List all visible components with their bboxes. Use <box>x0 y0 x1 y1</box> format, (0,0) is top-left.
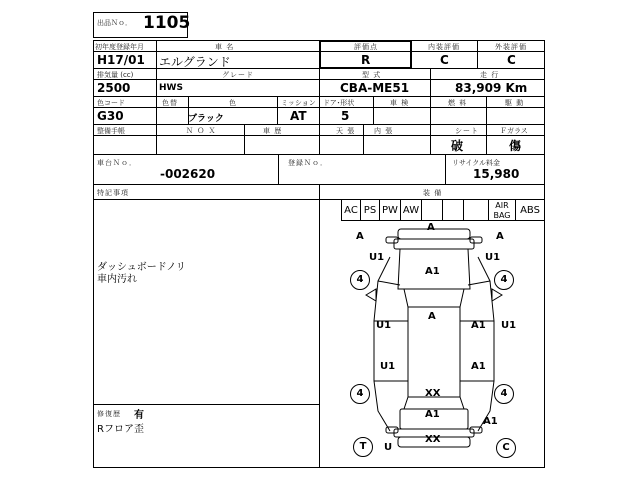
grid-cell <box>363 135 431 155</box>
model-value: CBA-ME51 <box>340 81 410 95</box>
inspection-label: 車 検 <box>390 99 410 107</box>
damage-mark: A1 <box>425 266 440 277</box>
grid-cell <box>93 199 320 405</box>
glass-value: 傷 <box>509 139 522 153</box>
remarks-label: 特記事項 <box>97 189 129 197</box>
chassis-value: -002620 <box>160 167 216 181</box>
color-label: 色 <box>229 99 237 107</box>
lot-number: 1105 <box>143 13 191 33</box>
tire-spare-right: C <box>496 438 516 458</box>
score-value: R <box>361 53 371 67</box>
damage-mark: A1 <box>483 416 498 427</box>
remarks-line: ダッシュボードノリ <box>97 262 186 273</box>
model-label: 型 式 <box>362 71 382 79</box>
drive-label: 駆 動 <box>505 99 525 107</box>
manual-label: 整備手帳 <box>97 127 125 135</box>
chassis-label: 車台Ｎｏ． <box>97 159 137 167</box>
equipment-cell <box>421 199 443 221</box>
history-label: 車 歴 <box>263 127 283 135</box>
score-label: 評価点 <box>354 43 378 51</box>
car-name-value: エルグランド <box>159 55 231 69</box>
tire-rear-left: 4 <box>350 384 370 404</box>
damage-mark: U1 <box>380 361 396 372</box>
equipment-cell <box>463 199 489 221</box>
color-change-label: 色替 <box>162 99 178 107</box>
damage-mark: U1 <box>485 252 501 263</box>
grid-cell <box>430 107 487 125</box>
tire-front-left: 4 <box>350 270 370 290</box>
damage-mark: A <box>428 311 436 322</box>
exterior-value: C <box>507 53 516 67</box>
damage-mark: U <box>384 442 393 453</box>
equipment-cell: AIR BAG <box>488 199 516 221</box>
equipment-row <box>319 199 545 221</box>
car-name-label: 車 名 <box>215 43 235 51</box>
mission-value: AT <box>290 109 307 123</box>
mission-label: ミッション <box>281 99 316 107</box>
reg-no-label: 登録Ｎｏ． <box>288 159 328 167</box>
first-reg-label: 初年度登録年月 <box>95 43 144 51</box>
grade-value: HWS <box>159 83 183 93</box>
damage-mark: XX <box>425 388 441 399</box>
seat-value: 破 <box>451 139 464 153</box>
tire-front-right: 4 <box>494 270 514 290</box>
car-diagram <box>320 221 544 467</box>
repair-value: 有 <box>134 410 144 421</box>
equipment-cell: AC <box>341 199 361 221</box>
grid-cell <box>156 107 189 125</box>
grid-cell <box>93 135 157 155</box>
displacement-label: 排気量 (cc) <box>97 71 134 79</box>
remarks-line: 車内汚れ <box>97 274 137 285</box>
damage-mark: A1 <box>425 409 440 420</box>
grid-cell <box>486 107 545 125</box>
grid-cell <box>93 404 320 468</box>
repair-line: Rフロア歪 <box>97 424 144 435</box>
damage-mark: A <box>427 222 435 233</box>
repair-label: 修復歴 <box>97 410 121 418</box>
displacement-value: 2500 <box>97 81 131 95</box>
grid-cell <box>156 135 245 155</box>
interior-trim-label: 内 張 <box>374 127 394 135</box>
interior-value: C <box>440 53 449 67</box>
damage-mark: XX <box>425 434 441 445</box>
damage-mark: U1 <box>501 320 517 331</box>
damage-mark: A <box>496 231 504 242</box>
grid-cell <box>373 107 431 125</box>
color-code-label: 色コード <box>97 99 125 107</box>
sunroof-label: 天 張 <box>336 127 356 135</box>
grade-label: グレード <box>222 71 254 79</box>
color-code-value: G30 <box>97 109 124 123</box>
doors-value: 5 <box>341 109 350 123</box>
damage-mark: A <box>356 231 364 242</box>
damage-mark: U1 <box>369 252 385 263</box>
recycle-label: リサイクル料金 <box>452 159 501 167</box>
first-reg-value: H17/01 <box>97 53 145 67</box>
seat-label: シート <box>455 127 479 135</box>
grid-cell <box>244 135 320 155</box>
doors-label: ドア･形状 <box>323 99 355 107</box>
color-value: ブラック <box>188 114 224 124</box>
tire-rear-right: 4 <box>494 384 514 404</box>
equipment-cell: PS <box>360 199 380 221</box>
mileage-label: 走 行 <box>480 71 500 79</box>
nox-label: Ｎ Ｏ Ｘ <box>186 127 217 135</box>
exterior-label: 外装評価 <box>495 43 527 51</box>
mileage-value: 83,909 Km <box>455 81 528 95</box>
equipment-cell: AW <box>400 199 422 221</box>
equipment-cell: PW <box>379 199 401 221</box>
glass-label: Ｆガラス <box>500 127 528 135</box>
lot-label: 出品Ｎｏ． <box>97 19 132 27</box>
interior-label: 内装評価 <box>428 43 460 51</box>
fuel-label: 燃 料 <box>448 99 468 107</box>
recycle-value: 15,980 <box>473 167 520 181</box>
tire-spare: T <box>353 437 373 457</box>
grid-cell <box>319 135 364 155</box>
equipment-label: 装 備 <box>423 189 443 197</box>
damage-mark: A1 <box>471 361 486 372</box>
damage-mark: A1 <box>471 320 486 331</box>
damage-mark: U1 <box>376 320 392 331</box>
equipment-cell: ABS <box>515 199 545 221</box>
equipment-cell <box>442 199 464 221</box>
